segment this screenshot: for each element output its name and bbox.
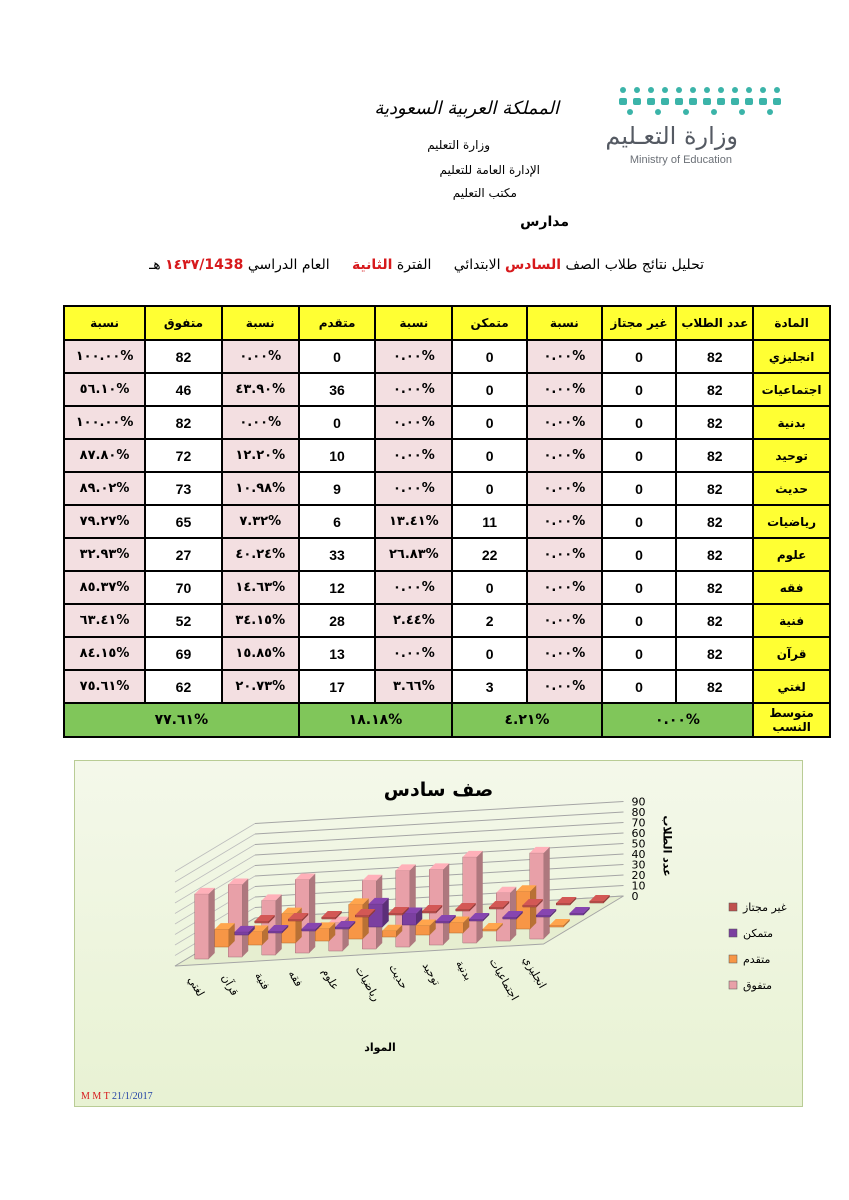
excellent-cell: 69 xyxy=(145,637,222,670)
advanced-pct-cell: %٢٠.٧٣ xyxy=(222,670,299,703)
table-row xyxy=(64,637,830,670)
excellent-cell: 73 xyxy=(145,472,222,505)
chart-bar xyxy=(349,898,369,939)
chart-area xyxy=(74,760,803,1107)
count-cell: 82 xyxy=(676,406,753,439)
table-row xyxy=(64,604,830,637)
capable-cell: 0 xyxy=(452,406,527,439)
advanced-cell: 17 xyxy=(299,670,376,703)
excellent-cell: 52 xyxy=(145,604,222,637)
excellent-pct-cell: %٨٩.٠٢ xyxy=(64,472,145,505)
y-axis-label: عدد الطلاب xyxy=(660,815,674,877)
bar-side xyxy=(242,879,248,957)
excellent-cell: 46 xyxy=(145,373,222,406)
advanced-pct-cell: %٤٣.٩٠ xyxy=(222,373,299,406)
y-tick-label: 50 xyxy=(631,837,646,851)
header-capable: متمكن xyxy=(452,306,527,340)
subject-cell: لغتي xyxy=(753,670,830,703)
fail-cell: 0 xyxy=(602,340,677,373)
excellent-cell: 82 xyxy=(145,406,222,439)
table-header-row xyxy=(64,306,830,340)
footer-initials: M M T xyxy=(81,1091,110,1102)
excellent-cell: 27 xyxy=(145,538,222,571)
excellent-cell: 65 xyxy=(145,505,222,538)
table-row xyxy=(64,406,830,439)
bar-front xyxy=(456,909,470,911)
y-tick-label: 80 xyxy=(631,806,646,819)
capable-pct-cell: %٠.٠٠ xyxy=(375,472,452,505)
count-cell: 82 xyxy=(676,439,753,472)
table-row xyxy=(64,670,830,703)
fail-cell: 0 xyxy=(602,538,677,571)
fail-pct-cell: %٠.٠٠ xyxy=(527,373,602,406)
chart-bar xyxy=(262,894,282,955)
bar-side xyxy=(276,894,282,955)
fail-pct-cell: %٠.٠٠ xyxy=(527,637,602,670)
advanced-pct-cell: %٧.٣٢ xyxy=(222,505,299,538)
y-tick-label: 10 xyxy=(631,879,646,893)
advanced-pct-cell: %١٠.٩٨ xyxy=(222,472,299,505)
title-term-label: الفترة xyxy=(396,257,432,273)
excellent-cell: 62 xyxy=(145,670,222,703)
advanced-cell: 28 xyxy=(299,604,376,637)
legend-swatch xyxy=(729,929,737,937)
fail-cell: 0 xyxy=(602,604,677,637)
x-tick-label: بدنية xyxy=(453,958,475,983)
bar-front xyxy=(195,894,209,959)
excellent-pct-cell: %١٠٠.٠٠ xyxy=(64,340,145,373)
gridline-depth xyxy=(175,824,255,872)
y-tick-label: 60 xyxy=(631,827,646,840)
subject-cell: قرآن xyxy=(753,637,830,670)
bar-front xyxy=(483,929,497,931)
bar-side xyxy=(309,874,315,954)
subject-cell: فقه xyxy=(753,571,830,604)
chart-bar xyxy=(429,863,449,945)
advanced-cell: 0 xyxy=(299,340,376,373)
count-cell: 82 xyxy=(676,340,753,373)
fail-pct-cell: %٠.٠٠ xyxy=(527,538,602,571)
fail-cell: 0 xyxy=(602,571,677,604)
fail-cell: 0 xyxy=(602,373,677,406)
title-term: الثانية xyxy=(351,257,393,273)
fail-pct-cell: %٠.٠٠ xyxy=(527,571,602,604)
header-fail: غير مجتاز xyxy=(602,306,677,340)
capable-cell: 0 xyxy=(452,472,527,505)
subject-cell: فنية xyxy=(753,604,830,637)
fail-pct-cell: %٠.٠٠ xyxy=(527,340,602,373)
ministry-line: وزارة التعليم xyxy=(427,138,490,152)
x-tick-label: اجتماعيات xyxy=(486,956,522,1003)
bar-front xyxy=(503,917,517,919)
advanced-cell: 6 xyxy=(299,505,376,538)
bar-front xyxy=(315,928,329,941)
capable-pct-cell: %٠.٠٠ xyxy=(375,406,452,439)
count-cell: 82 xyxy=(676,505,753,538)
capable-cell: 0 xyxy=(452,637,527,670)
gridline xyxy=(255,833,624,855)
y-tick-label: 90 xyxy=(631,795,646,809)
excellent-cell: 70 xyxy=(145,571,222,604)
capable-pct-cell: %٣.٦٦ xyxy=(375,670,452,703)
chart-bar xyxy=(195,888,215,959)
y-tick-label: 30 xyxy=(631,858,646,872)
subject-cell: انجليزي xyxy=(753,340,830,373)
x-tick-label: علوم xyxy=(319,966,342,993)
chart-bar xyxy=(228,879,248,957)
table-row xyxy=(64,538,830,571)
capable-pct-cell: %٠.٠٠ xyxy=(375,439,452,472)
bar-front xyxy=(590,901,604,903)
bar-front xyxy=(449,923,463,934)
excellent-pct-cell: %٨٧.٨٠ xyxy=(64,439,145,472)
table-row xyxy=(64,505,830,538)
logo-dots-icon xyxy=(615,86,790,118)
chart-svg xyxy=(75,761,802,1106)
advanced-cell: 13 xyxy=(299,637,376,670)
count-cell: 82 xyxy=(676,373,753,406)
subject-cell: رياضيات xyxy=(753,505,830,538)
fail-pct-cell: %٠.٠٠ xyxy=(527,406,602,439)
fail-pct-cell: %٠.٠٠ xyxy=(527,505,602,538)
capable-pct-cell: %٢٦.٨٣ xyxy=(375,538,452,571)
bar-front xyxy=(255,921,269,923)
advanced-pct-cell: %٠.٠٠ xyxy=(222,406,299,439)
title-part2: الابتدائي xyxy=(453,257,501,273)
legend-swatch xyxy=(729,903,737,911)
x-tick-label: رياضيات xyxy=(352,964,383,1004)
count-cell: 82 xyxy=(676,670,753,703)
bar-front xyxy=(422,911,436,913)
capable-pct-cell: %٢.٤٤ xyxy=(375,604,452,637)
excellent-pct-cell: %٨٥.٣٧ xyxy=(64,571,145,604)
x-tick-label: فنية xyxy=(252,970,273,992)
excellent-pct-cell: %٧٩.٢٧ xyxy=(64,505,145,538)
advanced-cell: 33 xyxy=(299,538,376,571)
fail-cell: 0 xyxy=(602,439,677,472)
advanced-pct-cell: %١٥.٨٥ xyxy=(222,637,299,670)
count-cell: 82 xyxy=(676,538,753,571)
bar-side xyxy=(363,898,369,939)
bar-front xyxy=(322,917,336,919)
title-year: ١٤٣٧/1438 xyxy=(165,257,244,273)
ministry-logo xyxy=(605,86,790,171)
excellent-cell: 72 xyxy=(145,439,222,472)
bar-front xyxy=(436,921,450,923)
header-count: عدد الطلاب xyxy=(676,306,753,340)
general-admin-line: الإدارة العامة للتعليم xyxy=(439,163,540,177)
average-label: متوسط النسب xyxy=(753,703,830,737)
fail-cell: 0 xyxy=(602,472,677,505)
bar-side xyxy=(209,888,215,959)
excellent-cell: 82 xyxy=(145,340,222,373)
x-tick-label: توحيد xyxy=(419,960,444,988)
title-year-label: العام الدراسي xyxy=(247,257,330,273)
header-capable-pct: نسبة xyxy=(375,306,452,340)
y-tick-label: 20 xyxy=(631,869,646,882)
fail-pct-cell: %٠.٠٠ xyxy=(527,472,602,505)
gridline-depth xyxy=(175,834,255,882)
average-capable: %٤.٢١ xyxy=(452,703,601,737)
bar-side xyxy=(410,864,416,947)
bar-side xyxy=(544,847,550,939)
bar-front xyxy=(302,929,316,931)
bar-front xyxy=(335,927,349,929)
fail-cell: 0 xyxy=(602,670,677,703)
bar-front xyxy=(523,905,537,907)
legend-label: متفوق xyxy=(743,979,772,992)
header-excellent-pct: نسبة xyxy=(64,306,145,340)
bar-front xyxy=(536,915,550,917)
footer-date: 21/1/2017 xyxy=(112,1091,153,1102)
capable-pct-cell: %١٣.٤١ xyxy=(375,505,452,538)
bar-front xyxy=(389,913,403,915)
y-tick-label: 0 xyxy=(631,890,639,903)
bar-side xyxy=(296,908,302,943)
excellent-pct-cell: %٥٦.١٠ xyxy=(64,373,145,406)
header-subject: المادة xyxy=(753,306,830,340)
title-suffix: هـ xyxy=(149,257,161,273)
bar-front xyxy=(556,903,570,905)
fail-pct-cell: %٠.٠٠ xyxy=(527,439,602,472)
header-fail-pct: نسبة xyxy=(527,306,602,340)
subject-cell: حديث xyxy=(753,472,830,505)
bar-side xyxy=(477,851,483,943)
bar-front xyxy=(215,929,229,947)
legend-swatch xyxy=(729,981,737,989)
header-advanced: متقدم xyxy=(299,306,376,340)
title-grade: السادس xyxy=(504,257,562,273)
advanced-pct-cell: %٣٤.١٥ xyxy=(222,604,299,637)
average-advanced: %١٨.١٨ xyxy=(299,703,453,737)
capable-pct-cell: %٠.٠٠ xyxy=(375,571,452,604)
bar-front xyxy=(469,919,483,921)
capable-cell: 2 xyxy=(452,604,527,637)
capable-cell: 22 xyxy=(452,538,527,571)
bar-front xyxy=(382,931,396,937)
bar-front xyxy=(416,926,430,935)
x-tick-label: لغتي xyxy=(185,974,207,999)
fail-cell: 0 xyxy=(602,637,677,670)
capable-pct-cell: %٠.٠٠ xyxy=(375,637,452,670)
legend-label: متمكن xyxy=(743,927,774,940)
advanced-cell: 12 xyxy=(299,571,376,604)
legend-swatch xyxy=(729,955,737,963)
chart-bar xyxy=(396,864,416,947)
gridline xyxy=(255,844,624,866)
bar-front xyxy=(355,915,369,917)
bar-front xyxy=(489,907,503,909)
table-row xyxy=(64,340,830,373)
x-tick-label: فقه xyxy=(285,968,306,989)
advanced-cell: 10 xyxy=(299,439,376,472)
bar-front xyxy=(516,891,530,929)
x-axis-label: المواد xyxy=(364,1041,396,1054)
x-tick-label: قرآن xyxy=(218,972,242,998)
fail-pct-cell: %٠.٠٠ xyxy=(527,670,602,703)
header-excellent: متفوق xyxy=(145,306,222,340)
fail-pct-cell: %٠.٠٠ xyxy=(527,604,602,637)
kingdom-title: المملكة العربية السعودية xyxy=(374,98,559,119)
report-title xyxy=(149,257,704,273)
fail-cell: 0 xyxy=(602,505,677,538)
bar-front xyxy=(228,885,242,957)
gridline xyxy=(255,823,624,845)
table-row xyxy=(64,472,830,505)
capable-cell: 0 xyxy=(452,373,527,406)
chart-bar xyxy=(215,923,235,947)
bar-front xyxy=(550,925,564,927)
subject-cell: اجتماعيات xyxy=(753,373,830,406)
average-excellent: %٧٧.٦١ xyxy=(64,703,299,737)
legend-label: غير مجتاز xyxy=(743,901,787,914)
bar-front xyxy=(402,913,416,925)
average-row xyxy=(64,703,830,737)
capable-cell: 0 xyxy=(452,340,527,373)
capable-pct-cell: %٠.٠٠ xyxy=(375,373,452,406)
excellent-pct-cell: %٧٥.٦١ xyxy=(64,670,145,703)
footer-signature xyxy=(81,1091,153,1102)
advanced-pct-cell: %١٢.٢٠ xyxy=(222,439,299,472)
capable-cell: 3 xyxy=(452,670,527,703)
title-part1: تحليل نتائج طلاب الصف xyxy=(565,257,704,273)
table-row xyxy=(64,439,830,472)
bar-front xyxy=(570,913,584,915)
logo-arabic-text: وزارة التعـليم xyxy=(605,122,738,150)
bar-front xyxy=(288,919,302,921)
x-tick-label: حديث xyxy=(386,962,411,992)
count-cell: 82 xyxy=(676,604,753,637)
capable-pct-cell: %٠.٠٠ xyxy=(375,340,452,373)
fail-cell: 0 xyxy=(602,406,677,439)
advanced-cell: 0 xyxy=(299,406,376,439)
excellent-pct-cell: %٦٣.٤١ xyxy=(64,604,145,637)
capable-cell: 0 xyxy=(452,571,527,604)
advanced-pct-cell: %٠.٠٠ xyxy=(222,340,299,373)
bar-front xyxy=(369,904,383,927)
gridline xyxy=(255,802,624,824)
office-line: مكتب التعليم xyxy=(452,186,517,200)
excellent-pct-cell: %٨٤.١٥ xyxy=(64,637,145,670)
advanced-pct-cell: %١٤.٦٣ xyxy=(222,571,299,604)
average-fail: %٠.٠٠ xyxy=(602,703,754,737)
excellent-pct-cell: %١٠٠.٠٠ xyxy=(64,406,145,439)
subject-cell: توحيد xyxy=(753,439,830,472)
subject-cell: بدنية xyxy=(753,406,830,439)
y-tick-label: 70 xyxy=(631,816,646,830)
advanced-cell: 36 xyxy=(299,373,376,406)
capable-cell: 0 xyxy=(452,439,527,472)
schools-label: مدارس xyxy=(520,214,569,230)
bar-front xyxy=(268,931,282,933)
advanced-cell: 9 xyxy=(299,472,376,505)
logo-english-text: Ministry of Education xyxy=(629,154,732,166)
bar-front xyxy=(235,932,249,935)
count-cell: 82 xyxy=(676,571,753,604)
advanced-pct-cell: %٤٠.٢٤ xyxy=(222,538,299,571)
y-tick-label: 40 xyxy=(631,848,646,861)
bar-side xyxy=(443,863,449,945)
gridline xyxy=(255,812,624,834)
results-table xyxy=(63,305,831,738)
capable-cell: 11 xyxy=(452,505,527,538)
count-cell: 82 xyxy=(676,637,753,670)
subject-cell: علوم xyxy=(753,538,830,571)
excellent-pct-cell: %٣٢.٩٣ xyxy=(64,538,145,571)
legend-label: متقدم xyxy=(743,953,771,966)
table-row xyxy=(64,373,830,406)
count-cell: 82 xyxy=(676,472,753,505)
chart-title: صف سادس xyxy=(383,779,494,801)
table-row xyxy=(64,571,830,604)
header-advanced-pct: نسبة xyxy=(222,306,299,340)
x-tick-label: انجليزي xyxy=(520,954,549,991)
